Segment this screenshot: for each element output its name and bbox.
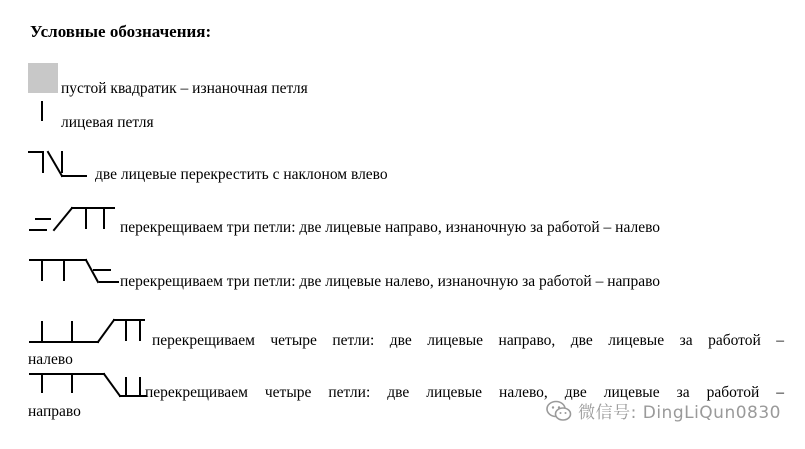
legend-text-cross2-left: две лицевые перекрестить с наклоном влево: [95, 166, 388, 183]
legend-text-cross3-right: перекрещиваем три петли: две лицевые направо, изнаночную за работой – налево: [120, 219, 661, 236]
cross-three-right-icon: [28, 204, 118, 234]
cross-three-left-icon: [28, 256, 120, 288]
legend-text-cross4-right-cont: налево: [28, 351, 73, 368]
legend-text-cross4-left-cont: направо: [28, 403, 81, 420]
legend-text-cross3-left: перекрещиваем три петли: две лицевые налево, изнаночную за работой – направо: [120, 273, 661, 290]
cross-two-left-icon: [28, 150, 90, 182]
gray-square-icon: [28, 63, 58, 93]
watermark: [546, 398, 781, 423]
legend-text-cross4-left: перекрещиваем четыре петли: две лицевые налево, две лицевые за работой –: [145, 384, 784, 401]
wechat-icon: [546, 400, 572, 422]
cross-four-right-icon: [28, 316, 148, 346]
legend-heading: Условные обозначения:: [30, 22, 212, 41]
legend-text-purl: пустой квадратик – изнаночная петля: [61, 80, 308, 97]
knit-stitch-icon: [36, 100, 48, 126]
legend-text-cross4-right: перекрещиваем четыре петли: две лицевые направо, две лицевые за работой –: [152, 332, 784, 349]
cross-four-left-icon: [28, 370, 146, 400]
legend-text-knit: лицевая петля: [61, 114, 154, 131]
watermark-text: 微信号: DingLiQun0830: [578, 403, 781, 423]
